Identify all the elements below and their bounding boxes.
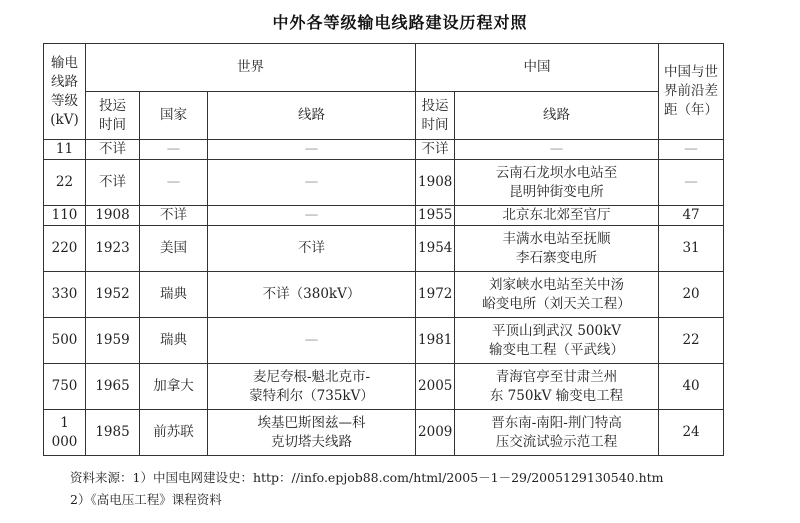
table-row: [44, 272, 724, 318]
cell-china-line: 刘家峡水电站至关中汤 峪变电所（刘天关工程）: [455, 272, 659, 318]
cell-gap: 47: [659, 206, 724, 226]
cell-gap: 22: [659, 318, 724, 364]
cell-level: 22: [44, 160, 86, 206]
cell-world-country: 不详: [140, 206, 208, 226]
cell-world-line: 不详: [208, 226, 416, 272]
cell-level: 11: [44, 140, 86, 160]
cell-world-country: —: [140, 160, 208, 206]
cell-world-time: 1965: [86, 364, 140, 410]
cell-china-line: 平顶山到武汉 500kV 输变电工程（平武线）: [455, 318, 659, 364]
header-china: 中国: [416, 44, 659, 92]
cell-world-line: —: [208, 206, 416, 226]
cell-gap: 24: [659, 410, 724, 456]
cell-level: 750: [44, 364, 86, 410]
cell-china-time: 2009: [416, 410, 455, 456]
cell-gap: 31: [659, 226, 724, 272]
header-level: 输电 线路 等级 (kV): [44, 44, 86, 140]
cell-world-line: —: [208, 140, 416, 160]
cell-gap: 20: [659, 272, 724, 318]
cell-world-country: 加拿大: [140, 364, 208, 410]
table-row: [44, 206, 724, 226]
cell-china-line: 丰满水电站至抚顺 李石寨变电所: [455, 226, 659, 272]
cell-china-line: —: [455, 140, 659, 160]
cell-china-line: 晋东南-南阳-荆门特高 压交流试验示范工程: [455, 410, 659, 456]
table-row: [44, 364, 724, 410]
header-world-time: 投运 时间: [86, 92, 140, 140]
cell-china-line: 青海官亭至甘肃兰州 东 750kV 输变电工程: [455, 364, 659, 410]
cell-world-time: 1959: [86, 318, 140, 364]
cell-world-line: 不详（380kV）: [208, 272, 416, 318]
header-world: 世界: [86, 44, 416, 92]
table-row: [44, 160, 724, 206]
cell-world-time: 1908: [86, 206, 140, 226]
header-china-time: 投运 时间: [416, 92, 455, 140]
cell-world-line: —: [208, 160, 416, 206]
cell-level: 220: [44, 226, 86, 272]
cell-world-country: 美国: [140, 226, 208, 272]
cell-world-time: 不详: [86, 140, 140, 160]
header-china-line: 线路: [455, 92, 659, 140]
table-row: [44, 226, 724, 272]
cell-world-time: 1985: [86, 410, 140, 456]
cell-china-time: 2005: [416, 364, 455, 410]
cell-world-country: 前苏联: [140, 410, 208, 456]
cell-china-time: 1954: [416, 226, 455, 272]
cell-world-time: 不详: [86, 160, 140, 206]
cell-china-time: 1908: [416, 160, 455, 206]
cell-world-country: 瑞典: [140, 272, 208, 318]
cell-level: 330: [44, 272, 86, 318]
source-note-2: 2）《高电压工程》课程资料: [70, 492, 222, 507]
header-world-country: 国家: [140, 92, 208, 140]
cell-china-time: 1981: [416, 318, 455, 364]
cell-china-time: 1955: [416, 206, 455, 226]
cell-level: 500: [44, 318, 86, 364]
table-row: [44, 140, 724, 160]
table-row: [44, 410, 724, 456]
cell-china-line: 北京东北郊至官厅: [455, 206, 659, 226]
cell-world-line: 埃基巴斯图兹—科 克切塔夫线路: [208, 410, 416, 456]
table-row: [44, 318, 724, 364]
cell-gap: 40: [659, 364, 724, 410]
header-gap: 中国与世 界前沿差 距（年）: [659, 44, 724, 140]
source-note-1: 资料来源：1）中国电网建设史：http：//info.epjob88.com/html/2005－1－29/2005129130540.htm: [70, 470, 664, 485]
comparison-table: [43, 43, 724, 456]
cell-gap: —: [659, 140, 724, 160]
cell-world-country: 瑞典: [140, 318, 208, 364]
cell-world-line: —: [208, 318, 416, 364]
cell-world-time: 1923: [86, 226, 140, 272]
cell-level: 110: [44, 206, 86, 226]
cell-gap: —: [659, 160, 724, 206]
cell-world-line: 麦尼夸根-魁北克市- 蒙特利尔（735kV）: [208, 364, 416, 410]
cell-china-line: 云南石龙坝水电站至 昆明钟街变电所: [455, 160, 659, 206]
cell-world-country: —: [140, 140, 208, 160]
header-world-line: 线路: [208, 92, 416, 140]
cell-world-time: 1952: [86, 272, 140, 318]
cell-china-time: 不详: [416, 140, 455, 160]
table-title: 中外各等级输电线路建设历程对照: [272, 13, 528, 32]
cell-china-time: 1972: [416, 272, 455, 318]
cell-level: 1 000: [44, 410, 86, 456]
